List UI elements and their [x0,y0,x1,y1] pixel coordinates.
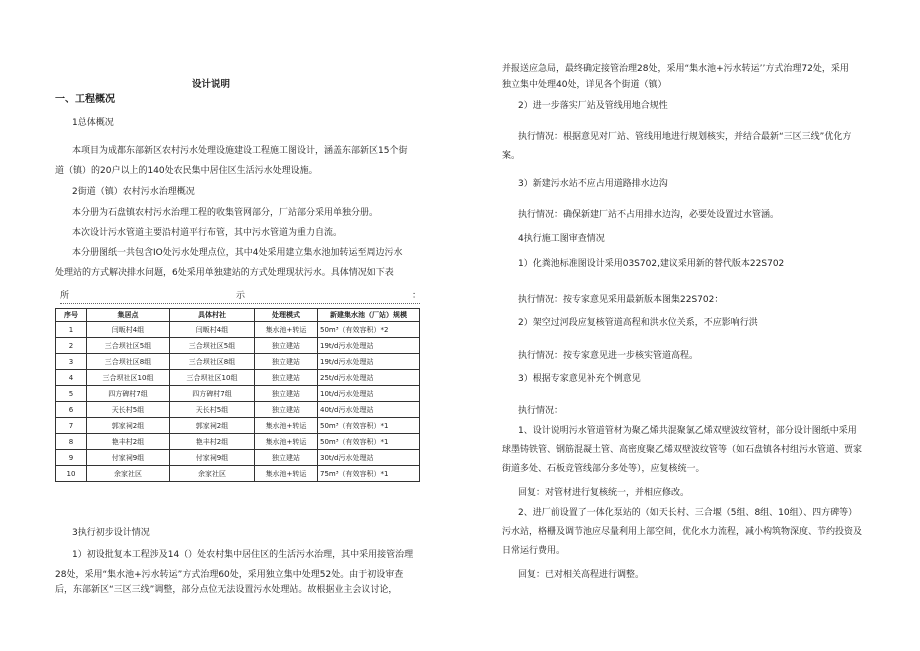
table-body [56,322,420,482]
table-row [56,322,420,338]
paragraph-line: 执行情况：按专家意见采用最新版本图集22S702： [518,295,724,305]
table-cell: 30t/d污水处理站 [318,450,420,466]
table-cell: 10t/d污水处理站 [318,386,420,402]
table-cell: 余家社区 [170,466,255,482]
subsection-street: 2街道（镇）农村污水治理概况 [72,187,195,197]
table-cell: 9 [56,450,87,466]
paragraph-line: 后，东部新区“三区三线”调整，部分点位无法设置污水处理站。故根据业主会议讨论， [55,585,398,595]
table-cell: 19t/d污水处理站 [318,338,420,354]
paragraph-line: 2、进厂前设置了一体化泵站的（如天长村、三合堰（5组、8组、10组）、四方碑等） [518,508,858,518]
paragraph-line: 回复：对管材进行复核统一，并相应修改。 [518,488,690,498]
paragraph-line: 3）新建污水站不应占用道路排水边沟 [518,179,668,189]
table-cell: 天长村5组 [170,402,255,418]
table-cell: 独立建站 [255,370,318,386]
table-cell: 50m³（有效容积）*1 [318,434,420,450]
table-cell: 6 [56,402,87,418]
paragraph-line: 1）初设批复本工程涉及14（）处农村集中居住区的生活污水治理，其中采用接管治理 [72,550,414,560]
table-cell: 25t/d污水处理站 [318,370,420,386]
table-row [56,450,420,466]
paragraph-line: 执行情况： [518,406,564,416]
paragraph-line: 道（镇）的20户以上的140处农民集中居住区生活污水处理设施。 [55,166,318,176]
table-cell: 三合坝社区10组 [87,370,170,386]
table-row [56,434,420,450]
table-row [56,466,420,482]
table-cell: 艳丰村2组 [170,434,255,450]
paragraph-line: 街道多处、石板竞管线部分多处等），应复核统一。 [502,464,705,474]
table-row [56,338,420,354]
paragraph-line: 执行情况：按专家意见进一步核实管道高程。 [518,351,699,361]
paragraph-line: 执行情况：确保新建厂站不占用排水边沟，必要处设置过水管涵。 [518,210,780,220]
table-header-row [56,309,420,322]
table-cell: 独立建站 [255,402,318,418]
table-cell: 三合坝社区8组 [170,354,255,370]
table-row [56,386,420,402]
paragraph-line: 回复：已对相关高程进行调整。 [518,570,645,580]
paragraph-line: 本次设计污水管道主要沿村道平行布管，其中污水管道为重力自流。 [72,228,343,238]
subsection-general: 1总体概况 [72,118,114,128]
paragraph-line: 本分册图纸一共包含IO处污水处理点位，其中4处采用建立集水池加转运至周边污水 [72,248,403,258]
table-cell: 闫畈村4组 [170,322,255,338]
table-row [56,370,420,386]
paragraph-line: 3）根据专家意见补充个例意见 [518,374,641,384]
paragraph-line: 案。 [502,151,521,161]
table-cell: 5 [56,386,87,402]
paragraph-line: 本分册为石盘镇农村污水治理工程的收集管网部分，厂站部分采用单独分册。 [72,208,379,218]
table-cell: 四方碑村7组 [170,386,255,402]
table-cell: 三合坝社区5组 [170,338,255,354]
paragraph-line: 1）化粪池标准图设计采用03S702,建议采用新的替代版本22S702 [518,259,785,269]
table-cell: 19t/d污水处理站 [318,354,420,370]
paragraph-line: 28处，采用“集水池+污水转运”方式治理60处，采用独立集中处理52处。由于初设审查 [55,570,404,580]
table-cell: 余家社区 [87,466,170,482]
page-title: 设计说明 [192,79,231,90]
column-header: 新建集水池（厂站）规模 [318,309,420,322]
table-row [56,402,420,418]
table-cell: 三合坝社区10组 [170,370,255,386]
table-cell: 7 [56,418,87,434]
subsection-preliminary: 3执行初步设计情况 [72,528,150,538]
table-cell: 郭家祠2组 [87,418,170,434]
table-cell: 集水池+转运 [255,466,318,482]
table-cell: 付家祠9组 [170,450,255,466]
subsection-review: 4执行施工图审查情况 [518,234,605,244]
table-cell: 天长村5组 [87,402,170,418]
table-cell: 4 [56,370,87,386]
table-row [56,354,420,370]
paragraph-line: 日常运行费用。 [502,546,566,556]
table-cell: 付家祠9组 [87,450,170,466]
paragraph-line: 并报送应急局，最终确定接管治理28处，采用“集水池+污水转运’’方式治理72处，采用 [502,64,849,74]
table-cell: 40t/d污水处理站 [318,402,420,418]
table-cell: 50m³（有效容积）*1 [318,418,420,434]
table-cell: 50m³（有效容积）*2 [318,322,420,338]
table-cell: 8 [56,434,87,450]
section-heading-overview: 一、工程概况 [55,94,115,105]
paragraph-line: 球墨铸铁管、钢筋混凝土管、高密度聚乙烯双壁波纹管等（如石盘镇各村组污水管道、贾家 [502,445,863,455]
table-cell: 艳丰村2组 [87,434,170,450]
table-cell: 独立建站 [255,450,318,466]
table-cell: 独立建站 [255,354,318,370]
paragraph-line: 独立集中处理40处，详见各个街道（镇） [502,80,667,90]
table-cell: 独立建站 [255,338,318,354]
table-cell: 独立建站 [255,386,318,402]
table-caption-part: ： [412,291,422,301]
paragraph-line: 处理站的方式解决排水问题，6处采用单独建站的方式处理现状污水。具体情况如下表 [55,268,394,278]
column-header: 序号 [56,309,87,322]
column-header: 处理模式 [255,309,318,322]
table-cell: 三合坝社区8组 [87,354,170,370]
table-cell: 1 [56,322,87,338]
table-cell: 集水池+转运 [255,434,318,450]
table-cell: 2 [56,338,87,354]
treatment-points-table [55,308,420,482]
caption-rule [60,303,420,304]
table-cell: 四方碑村7组 [87,386,170,402]
column-header: 具体村社 [170,309,255,322]
table-cell: 10 [56,466,87,482]
paragraph-line: 本项目为成都东部新区农村污水处理设施建设工程施工图设计，涵盖东部新区15个街 [72,146,408,156]
table-cell: 三合坝社区5组 [87,338,170,354]
table-cell: 75m³（有效容积）*1 [318,466,420,482]
paragraph-line: 2）架空过河段应复核管道高程和洪水位关系，不应影响行洪 [518,318,758,328]
paragraph-line: 执行情况：根据意见对厂站、管线用地进行规划核实，并结合最新“三区三线”优化方 [518,132,852,142]
paragraph-line: 污水站，格栅及调节池应尽量利用上部空间，优化水力流程，减小构筑物深度、节约投资及 [502,527,863,537]
table-row [56,418,420,434]
paragraph-line: 2）进一步落实厂站及管线用地合规性 [518,101,668,111]
table-cell: 集水池+转运 [255,418,318,434]
table-cell: 闫畈村4组 [87,322,170,338]
table-caption-part: 示 [236,291,246,301]
table-cell: 郭家祠2组 [170,418,255,434]
paragraph-line: 1、设计说明污水管道管材为聚乙烯共混聚氯乙烯双壁波纹管材，部分设计图纸中采用 [518,426,857,436]
table-cell: 3 [56,354,87,370]
column-header: 集居点 [87,309,170,322]
table-cell: 集水池+转运 [255,322,318,338]
table-caption-part: 所 [60,291,70,301]
